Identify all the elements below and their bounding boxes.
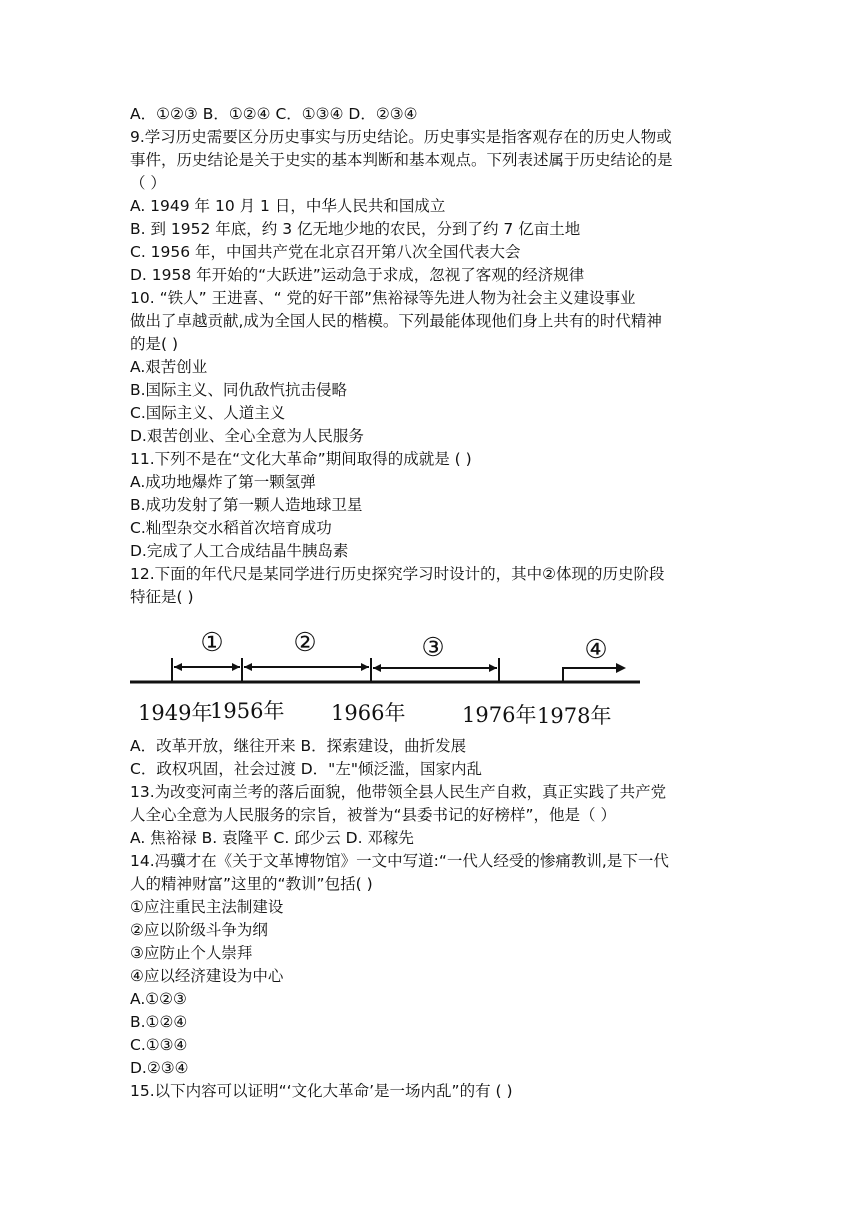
q11-stem-line-1: 11.下列不是在“文化大革命”期间取得的成就是 ( ) [130,450,472,468]
year-1966: 1966年 [331,701,406,725]
q13-options: A. 焦裕禄 B. 袁隆平 C. 邱少云 D. 邓稼先 [130,829,414,847]
q9-option-d: D. 1958 年开始的“大跃进”运动急于求成，忽视了客观的经济规律 [130,266,585,284]
q14-item-4: ④应以经济建设为中心 [130,967,284,985]
q8-options: A．①②③ B．①②④ C．①③④ D．②③④ [130,105,418,123]
q14-option-d: D.②③④ [130,1059,189,1077]
q10-option-c: C.国际主义、人道主义 [130,404,286,422]
q9-stem-line-1: 9.学习历史需要区分历史事实与历史结论。历史事实是指客观存在的历史人物或 [130,128,672,146]
q11-option-d: D.完成了人工合成结晶牛胰岛素 [130,542,349,560]
timeline-label-3: ③ [421,633,445,663]
year-1976: 1976年 [462,703,537,727]
q9-stem-line-3: （ ） [130,174,166,192]
q12-stem-line-2: 特征是( ) [130,588,194,606]
q12-options-row-1: A．改革开放，继往开来 B．探索建设，曲折发展 [130,737,467,755]
timeline-label-4: ④ [584,635,608,665]
q9-option-b: B. 到 1952 年底，约 3 亿无地少地的农民，分到了约 7 亿亩土地 [130,220,581,238]
year-1949: 1949年 [138,701,213,725]
q14-option-a: A.①②③ [130,990,187,1008]
q10-option-d: D.艰苦创业、全心全意为人民服务 [130,427,364,445]
q9-option-a: A. 1949 年 10 月 1 日，中华人民共和国成立 [130,197,446,215]
q14-item-2: ②应以阶级斗争为纲 [130,921,268,939]
q12-stem-line-1: 12.下面的年代尺是某同学进行历史探究学习时设计的，其中②体现的历史阶段 [130,565,665,583]
q10-option-a: A.艰苦创业 [130,358,208,376]
year-1978: 1978年 [537,704,612,728]
q14-stem-line-1: 14.冯骥才在《关于文革博物馆》一文中写道:“一代人经受的惨痛教训,是下一代 [130,852,669,870]
timeline-label-1: ① [200,628,224,658]
q10-stem-line-1: 10. “铁人” 王进喜、“ 党的好干部”焦裕禄等先进人物为社会主义建设事业 [130,289,636,307]
q10-stem-line-3: 的是( ) [130,335,179,353]
q14-item-1: ①应注重民主法制建设 [130,898,284,916]
timeline-figure [128,620,648,732]
q9-stem-line-2: 事件，历史结论是关于史实的基本判断和基本观点。下列表述属于历史结论的是 [130,151,673,169]
q15-stem-line-1: 15.以下内容可以证明“‘文化大革命’是一场内乱”的有 ( ) [130,1082,513,1100]
year-1956: 1956年 [210,699,285,723]
q12-options-row-2: C．政权巩固，社会过渡 D．"左"倾泛滥，国家内乱 [130,760,482,778]
q10-stem-line-2: 做出了卓越贡献,成为全国人民的楷模。下列最能体现他们身上共有的时代精神 [130,312,662,330]
q14-option-b: B.①②④ [130,1013,188,1031]
q14-option-c: C.①③④ [130,1036,188,1054]
q11-option-a: A.成功地爆炸了第一颗氢弹 [130,473,316,491]
q14-item-3: ③应防止个人崇拜 [130,944,253,962]
q9-option-c: C. 1956 年，中国共产党在北京召开第八次全国代表大会 [130,243,521,261]
q14-stem-line-2: 人的精神财富”这里的“教训”包括( ) [130,875,373,893]
q11-option-c: C.籼型杂交水稻首次培育成功 [130,519,332,537]
q11-option-b: B.成功发射了第一颗人造地球卫星 [130,496,363,514]
q13-stem-line-2: 人全心全意为人民服务的宗旨，被誉为“县委书记的好榜样”，他是（ ） [130,806,616,824]
q10-option-b: B.国际主义、同仇敌忾抗击侵略 [130,381,348,399]
timeline-label-2: ② [293,628,317,658]
q13-stem-line-1: 13.为改变河南兰考的落后面貌，他带领全县人民生产自救，真正实践了共产党 [130,783,667,801]
